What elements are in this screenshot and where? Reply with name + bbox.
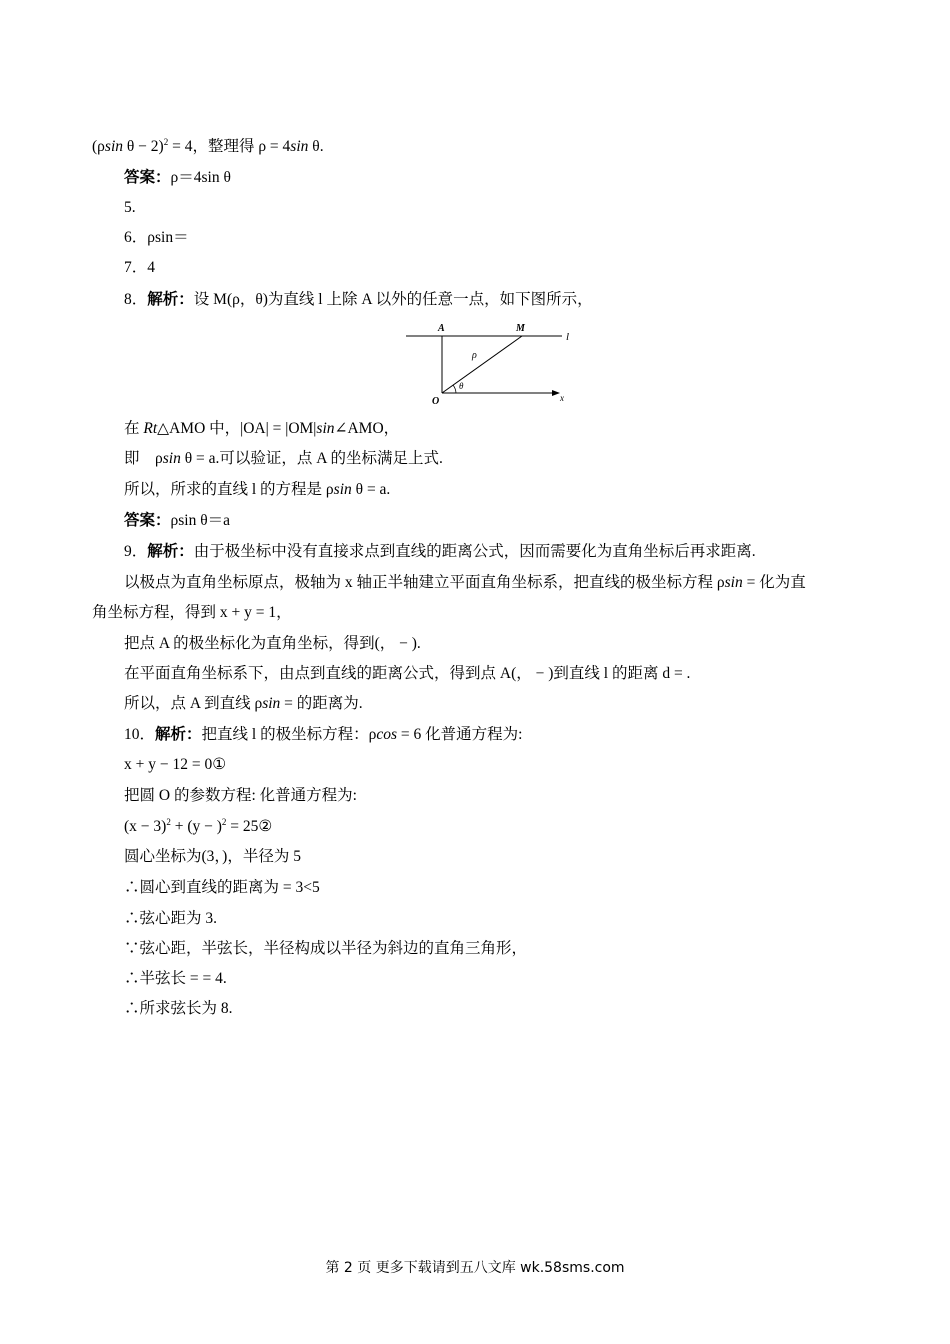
text: sin: [162, 450, 181, 467]
label-x: x: [560, 393, 564, 403]
text: ∠AMO，: [334, 420, 400, 437]
label-l: l: [566, 331, 570, 343]
text: 所以，所求的直线 l 的方程是 ρ: [124, 481, 334, 498]
item-6: 6．ρsin＝: [124, 229, 189, 246]
answer-text: ρsin θ＝a: [170, 512, 231, 529]
label-M: M: [516, 323, 525, 334]
text: θ − 2): [123, 138, 164, 155]
text: 在: [124, 420, 144, 437]
text: Rt: [143, 420, 158, 437]
text: 所以，点 A 到直线 ρ: [124, 695, 263, 712]
text-line: ∴所求弦长为 8.: [124, 1000, 233, 1017]
text: sin: [290, 138, 309, 155]
text: sin: [333, 481, 352, 498]
text-line: ∵弦心距，半弦长，半径构成以半径为斜边的直角三角形，: [124, 940, 528, 957]
text-line: [124, 480, 390, 500]
superscript: 2: [166, 817, 171, 827]
text: sin: [262, 695, 281, 712]
label-A: A: [438, 323, 445, 334]
answer-text: ρ＝4sin θ: [170, 169, 231, 186]
text-line: 在平面直角坐标系下，由点到直线的距离公式，得到点 A(， − )到直线 l 的距离 d = .: [124, 665, 691, 682]
text: = 4，整理得 ρ = 4: [168, 138, 291, 155]
text: (x − 3): [124, 818, 167, 835]
text: (ρ: [92, 138, 105, 155]
equation-line: [92, 137, 324, 157]
text-line: [124, 449, 443, 469]
item-7: 7．4: [124, 259, 156, 276]
question-10: [124, 725, 522, 745]
text-line: ∴半弦长 = = 4.: [124, 970, 227, 987]
question-8: [124, 290, 593, 310]
label-O: O: [432, 396, 440, 407]
text-line: [124, 694, 363, 714]
text: △AMO 中，|OA| = |OM|: [157, 420, 317, 437]
text: θ = a.: [351, 481, 391, 498]
text-line: 把点 A 的极坐标化为直角坐标，得到(， − ).: [124, 635, 421, 652]
text: sin: [104, 138, 123, 155]
text: θ.: [308, 138, 324, 155]
axis-arrowhead: [552, 390, 560, 396]
text-line: 圆心坐标为(3，)，半径为 5: [124, 848, 301, 865]
text: = 25②: [226, 818, 273, 835]
label-theta: θ: [459, 381, 464, 391]
text: sin: [724, 574, 743, 591]
text: θ = a.可以验证，点 A 的坐标满足上式.: [180, 450, 443, 467]
question-number: 8．: [124, 291, 148, 308]
segment-OM: [442, 336, 522, 393]
analysis-label: 解析：: [147, 291, 194, 308]
label-rho: ρ: [472, 350, 477, 361]
text-line: [124, 419, 399, 439]
answer-line: [124, 168, 231, 188]
text: sin: [316, 420, 335, 437]
superscript: 2: [221, 817, 227, 827]
answer-label: 答案：: [124, 169, 171, 186]
text: = 6 化普通方程为:: [397, 726, 523, 743]
text-line: [124, 573, 806, 593]
text: 由于极坐标中没有直接求点到直线的距离公式，因而需要化为直角坐标后再求距离.: [193, 543, 756, 560]
text: cos: [376, 726, 397, 743]
analysis-label: 解析：: [147, 543, 194, 560]
polar-line-diagram: [404, 318, 584, 410]
text: = 的距离为.: [280, 695, 363, 712]
question-number: 9．: [124, 543, 148, 560]
answer-line: [124, 511, 230, 531]
text-line: ∴弦心距为 3.: [124, 910, 218, 927]
page-footer: 第 2 页 更多下载请到五八文库 wk.58sms.com: [325, 1260, 625, 1276]
equation-line: [124, 817, 272, 837]
text-line: 角坐标方程，得到 x + y = 1，: [92, 604, 292, 621]
theta-arc: [453, 385, 456, 393]
text: 以极点为直角坐标原点，极轴为 x 轴正半轴建立平面直角坐标系，把直线的极坐标方程 ρ: [124, 574, 725, 591]
analysis-label: 解析：: [155, 726, 202, 743]
equation-line: x + y − 12 = 0①: [124, 756, 227, 773]
question-9: [124, 542, 756, 562]
text: 即 ρ: [124, 450, 163, 467]
text-line: ∴圆心到直线的距离为 = 3<5: [124, 879, 320, 896]
item-5: 5.: [124, 199, 136, 216]
text: 把直线 l 的极坐标方程：ρ: [201, 726, 377, 743]
question-number: 10．: [124, 726, 156, 743]
text: 设 M(ρ，θ)为直线 l 上除 A 以外的任意一点，如下图所示，: [193, 291, 593, 308]
text: + (y − ): [170, 818, 222, 835]
answer-label: 答案：: [124, 512, 171, 529]
superscript: 2: [163, 137, 169, 147]
text: = 化为直: [742, 574, 806, 591]
text-line: 把圆 O 的参数方程: 化普通方程为:: [124, 787, 357, 804]
